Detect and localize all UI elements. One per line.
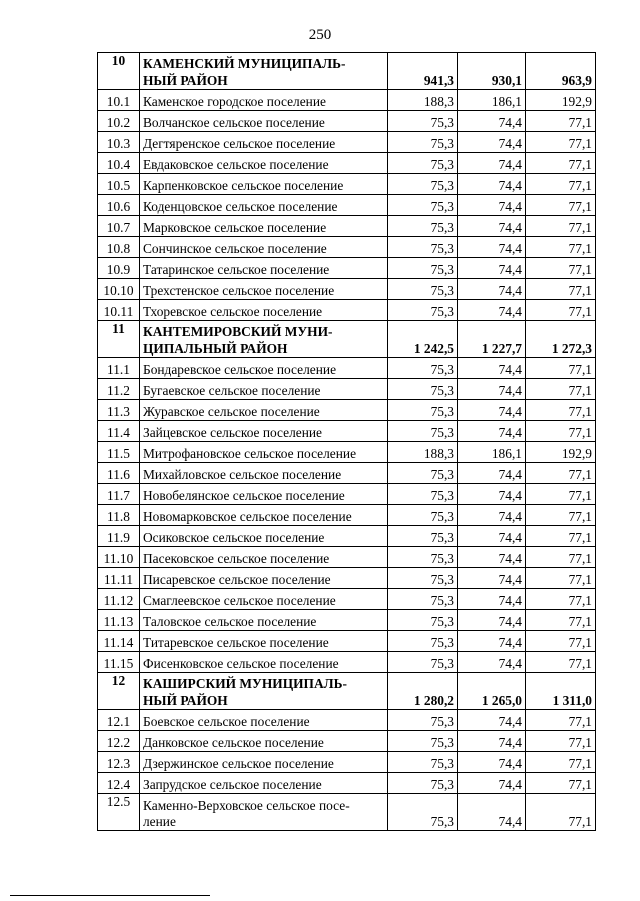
district-name-cell: [140, 321, 388, 358]
settlement-name-cell: Каменское городское поселение: [140, 90, 388, 111]
value-cell-v2: 74,4: [458, 111, 526, 132]
value-cell-v3: 77,1: [526, 463, 596, 484]
value-cell-v3: 77,1: [526, 505, 596, 526]
value-cell-v1: 75,3: [388, 300, 458, 321]
value-cell-v3: 77,1: [526, 547, 596, 568]
row-number-cell: 10.2: [98, 111, 140, 132]
value-cell-v1: 75,3: [388, 463, 458, 484]
value-cell-v2: 74,4: [458, 652, 526, 673]
row-number-cell: 11.11: [98, 568, 140, 589]
settlement-name-cell: Боевское сельское поселение: [140, 710, 388, 731]
value-cell-v3: 77,1: [526, 195, 596, 216]
value-cell-v3: 77,1: [526, 300, 596, 321]
value-cell-v3: 77,1: [526, 111, 596, 132]
value-cell-v3: 77,1: [526, 237, 596, 258]
settlement-row: [98, 752, 596, 773]
settlement-row: [98, 358, 596, 379]
value-cell-v2: 74,4: [458, 710, 526, 731]
value-cell-v1: 75,3: [388, 589, 458, 610]
value-cell-v2: 74,4: [458, 589, 526, 610]
settlement-row: [98, 463, 596, 484]
settlement-row: [98, 526, 596, 547]
value-cell-v1: 1 242,5: [388, 321, 458, 358]
value-cell-v1: 75,3: [388, 505, 458, 526]
settlement-row: [98, 237, 596, 258]
row-number-cell: 11.12: [98, 589, 140, 610]
value-cell-v2: 74,4: [458, 258, 526, 279]
value-cell-v2: 74,4: [458, 279, 526, 300]
value-cell-v1: 75,3: [388, 279, 458, 300]
value-cell-v3: 77,1: [526, 589, 596, 610]
settlement-name-cell: Осиковское сельское поселение: [140, 526, 388, 547]
value-cell-v1: 75,3: [388, 568, 458, 589]
row-number-cell: 11.15: [98, 652, 140, 673]
row-number-cell: 11.4: [98, 421, 140, 442]
value-cell-v3: 77,1: [526, 484, 596, 505]
settlement-name-cell: Данковское сельское поселение: [140, 731, 388, 752]
settlement-name-cell: Марковское сельское поселение: [140, 216, 388, 237]
value-cell-v1: 1 280,2: [388, 673, 458, 710]
value-cell-v2: 74,4: [458, 195, 526, 216]
settlement-row: [98, 132, 596, 153]
row-number-cell: 11: [98, 321, 140, 358]
value-cell-v2: 74,4: [458, 300, 526, 321]
settlement-name-cell: Новомарковское сельское поселение: [140, 505, 388, 526]
settlement-name-cell: Татаринское сельское поселение: [140, 258, 388, 279]
row-number-cell: 10: [98, 53, 140, 90]
value-cell-v3: 77,1: [526, 610, 596, 631]
settlement-name-cell: Запрудское сельское поселение: [140, 773, 388, 794]
settlement-row: [98, 174, 596, 195]
table-body: [98, 53, 596, 831]
value-cell-v2: 74,4: [458, 752, 526, 773]
value-cell-v1: 75,3: [388, 174, 458, 195]
settlement-name-cell: Журавское сельское поселение: [140, 400, 388, 421]
value-cell-v2: 74,4: [458, 421, 526, 442]
settlement-name-cell: Михайловское сельское поселение: [140, 463, 388, 484]
row-number-cell: 12.1: [98, 710, 140, 731]
budget-allocation-table: [97, 52, 596, 831]
settlement-name-cell: Коденцовское сельское поселение: [140, 195, 388, 216]
value-cell-v1: 75,3: [388, 526, 458, 547]
value-cell-v3: 77,1: [526, 379, 596, 400]
row-number-cell: 10.8: [98, 237, 140, 258]
value-cell-v3: 77,1: [526, 174, 596, 195]
value-cell-v1: 75,3: [388, 153, 458, 174]
value-cell-v1: 75,3: [388, 547, 458, 568]
row-number-cell: 11.6: [98, 463, 140, 484]
value-cell-v1: 75,3: [388, 484, 458, 505]
district-row: [98, 53, 596, 90]
value-cell-v1: 75,3: [388, 195, 458, 216]
value-cell-v1: 75,3: [388, 358, 458, 379]
value-cell-v2: 74,4: [458, 547, 526, 568]
value-cell-v3: 77,1: [526, 258, 596, 279]
settlement-name-cell: Карпенковское сельское поселение: [140, 174, 388, 195]
settlement-row: [98, 610, 596, 631]
value-cell-v1: 188,3: [388, 442, 458, 463]
value-cell-v2: 74,4: [458, 484, 526, 505]
settlement-name-cell: Пасековское сельское поселение: [140, 547, 388, 568]
settlement-name-cell: Бугаевское сельское поселение: [140, 379, 388, 400]
district-name-cell: [140, 673, 388, 710]
settlement-row: [98, 773, 596, 794]
settlement-name-cell: [140, 794, 388, 831]
settlement-name-cell: Сончинское сельское поселение: [140, 237, 388, 258]
row-number-cell: 12.4: [98, 773, 140, 794]
value-cell-v1: 75,3: [388, 400, 458, 421]
value-cell-v2: 74,4: [458, 400, 526, 421]
value-cell-v2: 74,4: [458, 610, 526, 631]
value-cell-v3: 1 272,3: [526, 321, 596, 358]
value-cell-v3: 77,1: [526, 421, 596, 442]
value-cell-v2: 74,4: [458, 526, 526, 547]
settlement-row: [98, 216, 596, 237]
row-number-cell: 11.14: [98, 631, 140, 652]
settlement-name-cell: Волчанское сельское поселение: [140, 111, 388, 132]
value-cell-v1: 75,3: [388, 773, 458, 794]
value-cell-v3: 77,1: [526, 279, 596, 300]
value-cell-v2: 1 265,0: [458, 673, 526, 710]
value-cell-v1: 75,3: [388, 216, 458, 237]
value-cell-v2: 74,4: [458, 132, 526, 153]
settlement-name-cell: Тхоревское сельское поселение: [140, 300, 388, 321]
settlement-row: [98, 505, 596, 526]
value-cell-v1: 188,3: [388, 90, 458, 111]
row-number-cell: 11.1: [98, 358, 140, 379]
district-row: [98, 673, 596, 710]
row-number-cell: 10.1: [98, 90, 140, 111]
settlement-name-cell: Дегтяренское сельское поселение: [140, 132, 388, 153]
row-number-cell: 11.2: [98, 379, 140, 400]
value-cell-v2: 74,4: [458, 153, 526, 174]
page-number: 250: [308, 27, 332, 43]
value-cell-v3: 77,1: [526, 731, 596, 752]
value-cell-v2: 186,1: [458, 442, 526, 463]
value-cell-v3: 77,1: [526, 631, 596, 652]
value-cell-v3: 77,1: [526, 773, 596, 794]
settlement-row: [98, 300, 596, 321]
settlement-row: [98, 631, 596, 652]
district-row: [98, 321, 596, 358]
settlement-name-cell: Митрофановское сельское поселение: [140, 442, 388, 463]
settlement-row: [98, 547, 596, 568]
row-number-cell: 11.9: [98, 526, 140, 547]
row-number-cell: 10.11: [98, 300, 140, 321]
value-cell-v3: 77,1: [526, 794, 596, 831]
name-line: КАНТЕМИРОВСКИЙ МУНИ-: [143, 324, 333, 339]
row-number-cell: 10.3: [98, 132, 140, 153]
value-cell-v2: 74,4: [458, 794, 526, 831]
settlement-row: [98, 652, 596, 673]
row-number-cell: 10.4: [98, 153, 140, 174]
value-cell-v3: 77,1: [526, 358, 596, 379]
value-cell-v3: 77,1: [526, 652, 596, 673]
settlement-row: [98, 111, 596, 132]
value-cell-v2: 1 227,7: [458, 321, 526, 358]
name-line: Каменно-Верховское сельское посе-: [143, 798, 350, 813]
row-number-cell: 11.7: [98, 484, 140, 505]
district-name-cell: [140, 53, 388, 90]
settlement-row: [98, 258, 596, 279]
name-line: НЫЙ РАЙОН: [143, 73, 228, 88]
row-number-cell: 10.10: [98, 279, 140, 300]
settlement-name-cell: Новобелянское сельское поселение: [140, 484, 388, 505]
row-number-cell: 11.10: [98, 547, 140, 568]
settlement-row: [98, 153, 596, 174]
value-cell-v1: 75,3: [388, 379, 458, 400]
value-cell-v3: 77,1: [526, 153, 596, 174]
settlement-name-cell: Писаревское сельское поселение: [140, 568, 388, 589]
settlement-row: [98, 90, 596, 111]
settlement-name-cell: Трехстенское сельское поселение: [140, 279, 388, 300]
row-number-cell: 12.2: [98, 731, 140, 752]
settlement-name-cell: Смаглеевское сельское поселение: [140, 589, 388, 610]
name-line: НЫЙ РАЙОН: [143, 693, 228, 708]
footnote-rule: [10, 895, 210, 896]
value-cell-v1: 75,3: [388, 652, 458, 673]
row-number-cell: 10.7: [98, 216, 140, 237]
settlement-row: [98, 710, 596, 731]
settlement-row: [98, 589, 596, 610]
settlement-row: [98, 195, 596, 216]
value-cell-v2: 74,4: [458, 379, 526, 400]
value-cell-v3: 1 311,0: [526, 673, 596, 710]
value-cell-v1: 75,3: [388, 421, 458, 442]
row-number-cell: 11.5: [98, 442, 140, 463]
row-number-cell: 12.3: [98, 752, 140, 773]
value-cell-v1: 75,3: [388, 610, 458, 631]
value-cell-v1: 75,3: [388, 752, 458, 773]
row-number-cell: 10.9: [98, 258, 140, 279]
settlement-name-cell: Бондаревское сельское поселение: [140, 358, 388, 379]
row-number-cell: 11.3: [98, 400, 140, 421]
settlement-name-cell: Фисенковское сельское поселение: [140, 652, 388, 673]
value-cell-v2: 74,4: [458, 773, 526, 794]
value-cell-v3: 77,1: [526, 216, 596, 237]
value-cell-v1: 75,3: [388, 731, 458, 752]
value-cell-v3: 192,9: [526, 90, 596, 111]
settlement-name-cell: Дзержинское сельское поселение: [140, 752, 388, 773]
settlement-name-cell: Таловское сельское поселение: [140, 610, 388, 631]
value-cell-v1: 75,3: [388, 132, 458, 153]
value-cell-v2: 74,4: [458, 731, 526, 752]
settlement-row: [98, 794, 596, 831]
name-line: КАШИРСКИЙ МУНИЦИПАЛЬ-: [143, 676, 347, 691]
settlement-row: [98, 400, 596, 421]
settlement-row: [98, 731, 596, 752]
settlement-row: [98, 568, 596, 589]
row-number-cell: 10.6: [98, 195, 140, 216]
row-number-cell: 12: [98, 673, 140, 710]
settlement-row: [98, 484, 596, 505]
value-cell-v3: 77,1: [526, 132, 596, 153]
settlement-row: [98, 379, 596, 400]
value-cell-v2: 930,1: [458, 53, 526, 90]
row-number-cell: 11.8: [98, 505, 140, 526]
value-cell-v1: 75,3: [388, 111, 458, 132]
value-cell-v3: 963,9: [526, 53, 596, 90]
value-cell-v1: 75,3: [388, 258, 458, 279]
value-cell-v2: 74,4: [458, 568, 526, 589]
value-cell-v2: 74,4: [458, 505, 526, 526]
value-cell-v2: 74,4: [458, 631, 526, 652]
name-line: КАМЕНСКИЙ МУНИЦИПАЛЬ-: [143, 56, 346, 71]
value-cell-v2: 186,1: [458, 90, 526, 111]
value-cell-v3: 77,1: [526, 752, 596, 773]
value-cell-v2: 74,4: [458, 174, 526, 195]
value-cell-v1: 75,3: [388, 237, 458, 258]
value-cell-v2: 74,4: [458, 358, 526, 379]
settlement-row: [98, 279, 596, 300]
value-cell-v3: 77,1: [526, 400, 596, 421]
value-cell-v2: 74,4: [458, 237, 526, 258]
value-cell-v2: 74,4: [458, 463, 526, 484]
settlement-name-cell: Евдаковское сельское поселение: [140, 153, 388, 174]
name-line: ление: [143, 814, 176, 829]
row-number-cell: 10.5: [98, 174, 140, 195]
name-line: ЦИПАЛЬНЫЙ РАЙОН: [143, 341, 288, 356]
value-cell-v1: 75,3: [388, 710, 458, 731]
value-cell-v2: 74,4: [458, 216, 526, 237]
value-cell-v3: 192,9: [526, 442, 596, 463]
settlement-name-cell: Титаревское сельское поселение: [140, 631, 388, 652]
value-cell-v1: 75,3: [388, 631, 458, 652]
value-cell-v1: 75,3: [388, 794, 458, 831]
value-cell-v3: 77,1: [526, 526, 596, 547]
value-cell-v3: 77,1: [526, 710, 596, 731]
settlement-row: [98, 421, 596, 442]
settlement-row: [98, 442, 596, 463]
row-number-cell: 11.13: [98, 610, 140, 631]
row-number-cell: 12.5: [98, 794, 140, 831]
value-cell-v3: 77,1: [526, 568, 596, 589]
value-cell-v1: 941,3: [388, 53, 458, 90]
settlement-name-cell: Зайцевское сельское поселение: [140, 421, 388, 442]
